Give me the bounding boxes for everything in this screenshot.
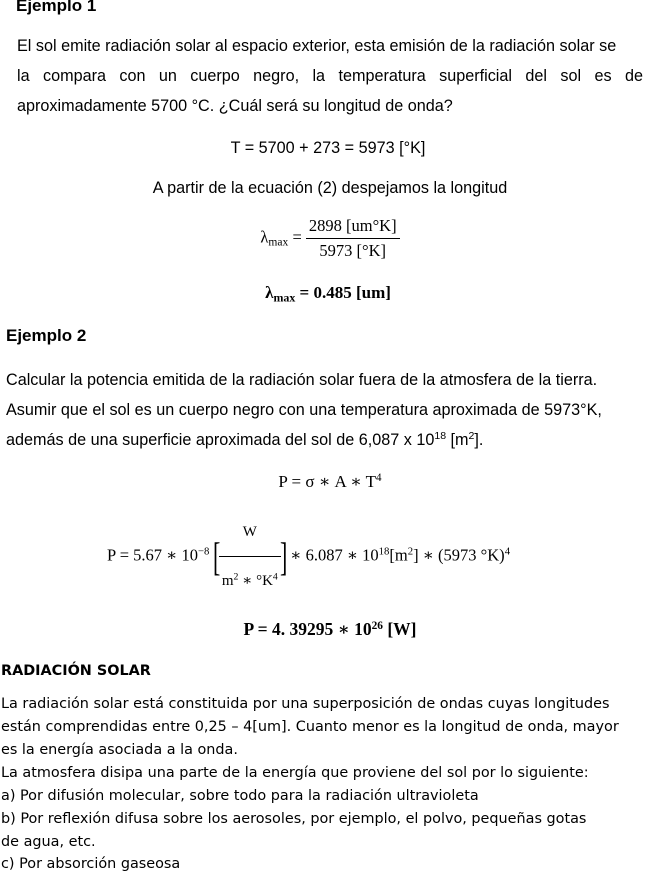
sub-formula-temperature-exponent: 4 — [504, 545, 511, 558]
lambda-result-value: = 0.485 [um] — [299, 283, 391, 302]
units-den-k-exp: 4 — [272, 571, 278, 583]
units-fraction-denominator — [219, 557, 281, 603]
ej1-paragraph-line-1: El sol emite radiación solar al espacio exterior, esta emisión de la radiación solar se — [17, 37, 617, 55]
lambda-result — [0, 283, 656, 303]
radiacion-line-3: es la energía asociada a la onda. — [1, 742, 238, 758]
ej2-line3-exponent: 18 — [434, 430, 447, 443]
right-bracket: ] — [279, 533, 288, 579]
power-formula — [0, 472, 656, 492]
ej2-paragraph-line-1: Calcular la potencia emitida de la radiación solar fuera de la atmosfera de la tierra. — [6, 371, 598, 389]
lambda-subscript: max — [268, 236, 289, 249]
left-bracket: [ — [212, 533, 220, 579]
ej1-paragraph-line-2: la compara con un cuerpo negro, la temperatura superficial del sol es de — [17, 67, 643, 85]
sub-formula-area-unit-exponent: 2 — [407, 545, 414, 558]
radiacion-line-1: La radiación solar está constituida por una superposición de ondas cuyas longitudes — [1, 696, 610, 712]
sub-formula-area-unit: [m — [389, 545, 408, 565]
ej2-line3-text: además de una superficie aproximada del sol de 6,087 x 10 — [6, 431, 435, 449]
temperature-equation: T = 5700 + 273 = 5973 [°K] — [230, 139, 426, 157]
radiacion-line-2: están comprendidas entre 0,25 – 4[um]. Cuanto menor es la longitud de onda, mayor — [1, 719, 619, 735]
radiacion-line-8: c) Por absorción gaseosa — [1, 856, 181, 872]
fraction-denominator: 5973 [°K] — [319, 241, 387, 260]
equals-sign: = — [292, 227, 302, 247]
units-fraction-numerator: W — [219, 510, 281, 557]
lambda-symbol: λ — [260, 227, 269, 247]
power-formula-exponent: 4 — [376, 471, 382, 484]
lambda-result-subscript: max — [273, 290, 296, 305]
radiacion-line-5: a) Por difusión molecular, sobre todo para la radiación ultravioleta — [1, 788, 479, 804]
text-ecuacion-2: A partir de la ecuación (2) despejamos la longitud — [152, 179, 508, 197]
heading-ejemplo-2: Ejemplo 2 — [6, 326, 87, 345]
units-den-m-exp: 2 — [233, 571, 239, 583]
ej2-line3-end: ]. — [474, 431, 484, 449]
lambda-fraction — [306, 216, 400, 261]
substituted-formula — [107, 510, 510, 603]
sub-formula-temperature: ] ∗ (5973 °K) — [413, 545, 505, 565]
sub-formula-area-exponent: 18 — [378, 545, 390, 558]
power-result-exponent: 26 — [371, 619, 383, 632]
ej2-paragraph-line-3 — [6, 432, 483, 448]
units-den-m: m — [221, 573, 234, 589]
power-result-value: P = 4. 39295 ∗ 10 — [243, 619, 372, 639]
ej1-paragraph-line-3: aproximadamente 5700 °C. ¿Cuál será su longitud de onda? — [17, 97, 453, 115]
ej2-line3-unit-exponent: 2 — [468, 430, 475, 443]
units-fraction — [219, 510, 281, 603]
sub-formula-constant-exponent: −8 — [197, 545, 210, 558]
fraction-numerator: 2898 [um°K] — [306, 216, 400, 239]
power-result — [0, 619, 656, 640]
ej2-paragraph-line-2: Asumir que el sol es un cuerpo negro con una temperatura aproximada de 5973°K, — [6, 401, 602, 419]
heading-ejemplo-1: Ejemplo 1 — [16, 0, 97, 15]
power-formula-text: P = σ ∗ A ∗ T — [278, 472, 377, 491]
radiacion-line-7: de agua, etc. — [1, 834, 96, 850]
radiacion-line-6: b) Por reflexión difusa sobre los aerosoles, por ejemplo, el polvo, pequeñas gotas — [1, 811, 587, 827]
sub-formula-area: ∗ 6.087 ∗ 10 — [286, 545, 379, 565]
sub-formula-constant: P = 5.67 ∗ 10 — [107, 545, 198, 565]
ej2-line3-unit: [m — [446, 431, 469, 449]
power-result-unit: [W] — [382, 619, 417, 639]
radiacion-line-4: La atmosfera disipa una parte de la energía que proviene del sol por lo siguiente: — [1, 765, 589, 781]
lambda-max-formula — [0, 216, 656, 261]
heading-radiacion-solar: RADIACIÓN SOLAR — [1, 663, 151, 679]
lambda-result-symbol: λ — [265, 283, 274, 302]
units-den-k: ∗ °K — [238, 573, 273, 589]
